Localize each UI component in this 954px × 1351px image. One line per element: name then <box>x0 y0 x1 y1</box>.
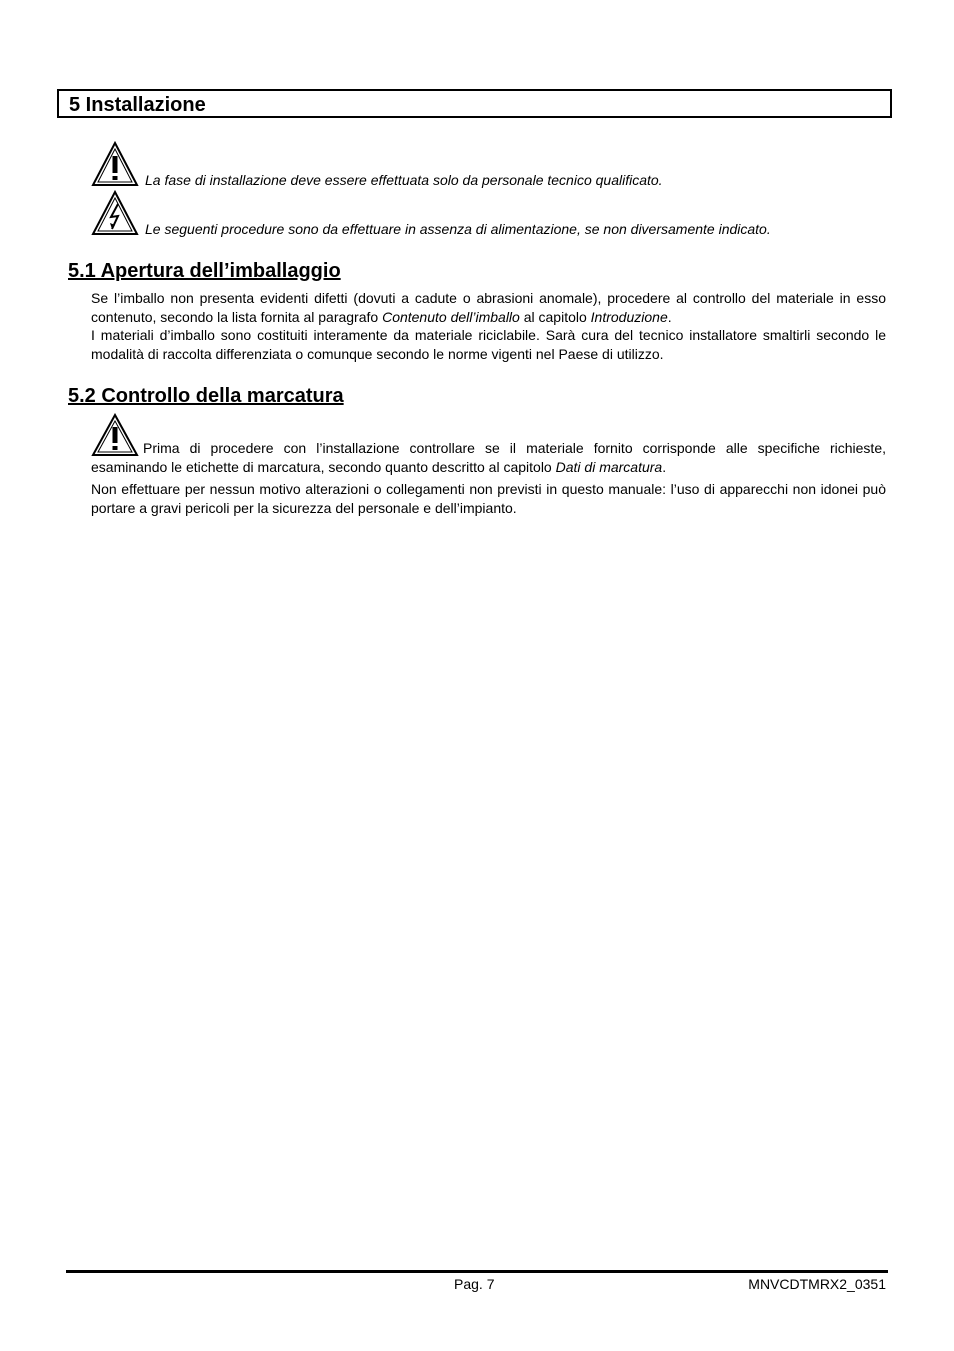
warning-exclamation-icon <box>91 413 139 457</box>
warning-electric-icon <box>91 190 139 236</box>
page-number: Pag. 7 <box>454 1276 495 1292</box>
section-title: 5.2 Controllo della marcatura <box>68 385 344 407</box>
paragraph <box>91 413 886 476</box>
warning-note <box>91 141 891 189</box>
chapter-title: 5 Installazione <box>69 94 206 116</box>
paragraph-text: al capitolo <box>519 308 591 325</box>
footer-divider <box>66 1270 888 1273</box>
warning-exclamation-icon <box>91 141 139 187</box>
warning-text: La fase di installazione deve essere effettuata solo da personale tecnico qualificato. <box>145 172 663 188</box>
paragraph-italic-ref: Dati di marcatura <box>555 458 663 475</box>
paragraph: I materiali d’imballo sono costituiti interamente da materiale riciclabile. Sarà cura del tecnico installatore smaltirli secondo le modalità di raccolta differenziata o comunque secondo le norme vigenti nel Paese di utilizzo. <box>91 327 886 362</box>
paragraph-italic-ref: Introduzione <box>590 308 668 325</box>
paragraph-italic-ref: Contenuto dell’imballo <box>382 308 520 325</box>
warning-text: Le seguenti procedure sono da effettuare in assenza di alimentazione, se non diversamente indicato. <box>145 221 771 237</box>
paragraph-text: . <box>662 458 667 475</box>
paragraph-text: Prima di procedere con l’installazione controllare se il materiale fornito corrisponde alle specifiche richieste, esaminando le etichette di marcatura, secondo quanto descritto al capitolo <box>91 440 886 475</box>
section-title: 5.1 Apertura dell’imballaggio <box>68 260 341 282</box>
paragraph: Non effettuare per nessun motivo alterazioni o collegamenti non previsti in questo manuale: l’uso di apparecchi non idonei può portare a gravi pericoli per la sicurezza del personale e dell’impianto. <box>91 481 886 516</box>
document-code: MNVCDTMRX2_0351 <box>748 1276 886 1292</box>
paragraph-text: . <box>667 308 672 325</box>
chapter-header-box <box>57 89 892 118</box>
paragraph-text: Se l’imballo non presenta evidenti difetti (dovuti a cadute o abrasioni anomale), procedere al controllo del materiale in esso contenuto, secondo la lista fornita al paragrafo <box>91 290 886 325</box>
warning-note <box>91 190 891 238</box>
paragraph <box>91 289 886 326</box>
